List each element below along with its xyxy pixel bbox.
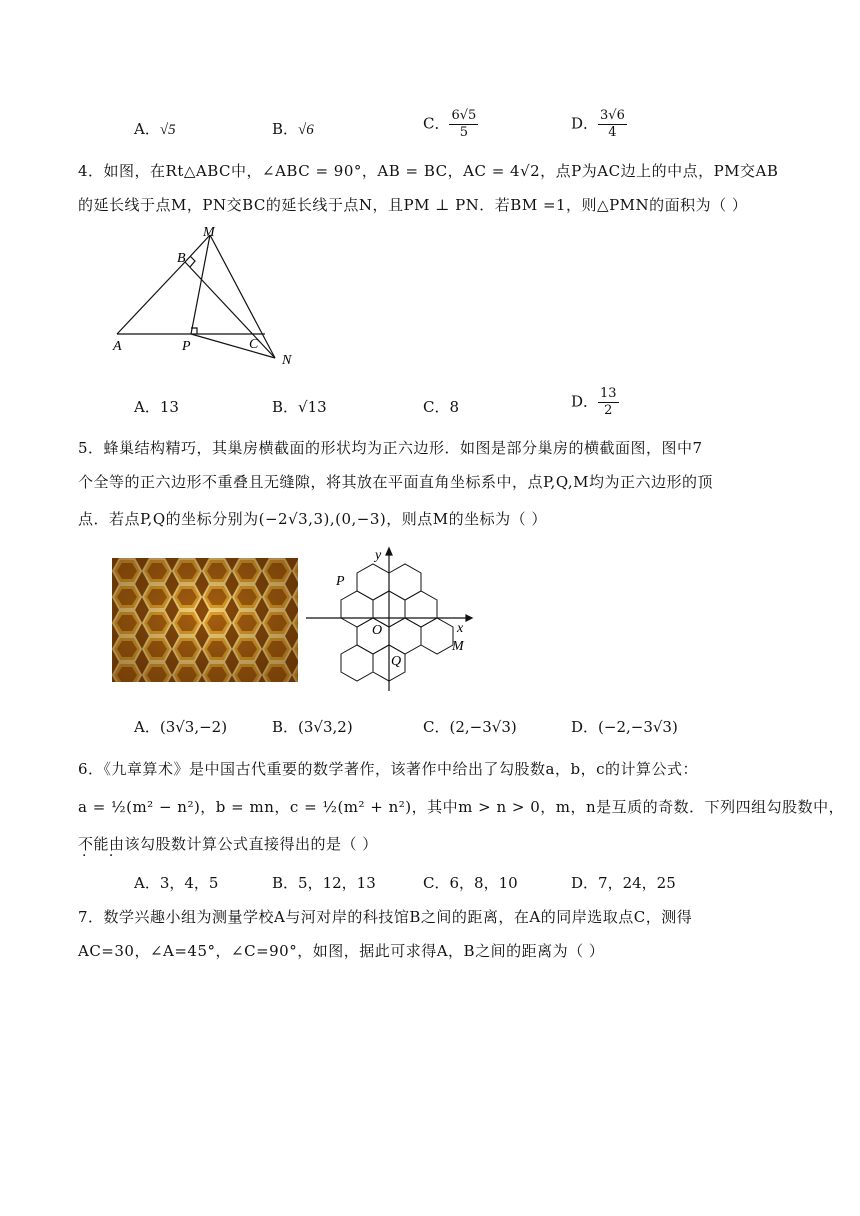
label-c: C	[249, 337, 259, 352]
q3-option-a	[134, 118, 176, 139]
segment-pn	[191, 334, 275, 358]
q4-option-c	[423, 396, 459, 417]
q5-hexagon-figure	[304, 546, 476, 694]
label-p: P	[182, 339, 191, 354]
q6-option-a	[134, 872, 218, 893]
fraction-denominator: 2	[604, 403, 613, 418]
q4-option-a	[134, 396, 179, 417]
q4-text-line-2: 的延长线于点M，PN交BC的延长线于点N，且PM ⊥ PN．若BM =1，则△PMN的面积为（ ）	[78, 196, 748, 214]
option-label: D．	[571, 874, 599, 892]
option-value: √6	[298, 122, 314, 138]
fraction	[598, 386, 619, 419]
label-a: A	[113, 339, 122, 354]
q4-option-d	[571, 386, 619, 419]
option-value: 3，4，5	[159, 874, 219, 892]
q5-option-d	[571, 716, 678, 737]
option-label: A．	[134, 120, 160, 138]
option-value: (3√3,2)	[298, 718, 353, 736]
option-label: D．	[571, 718, 599, 736]
q6-option-c	[423, 872, 518, 893]
q4-triangle-figure	[105, 222, 305, 372]
option-label: A．	[134, 718, 160, 736]
right-angle-mark-b	[190, 256, 195, 267]
option-value: 5，12，13	[298, 874, 376, 892]
emphasized-text: 不能	[78, 835, 110, 853]
fraction-denominator: 5	[459, 125, 469, 140]
fraction	[598, 108, 627, 141]
fraction	[449, 108, 478, 141]
emphasis-dots: · ·	[82, 848, 123, 864]
option-value: 13	[159, 398, 179, 416]
option-label: C．	[423, 398, 450, 416]
q6-text-line-1: 6．《九章算术》是中国古代重要的数学著作，该著作中给出了勾股数a，b，c的计算公式：	[78, 760, 698, 778]
axis-label-y: y	[375, 548, 382, 563]
option-label: D．	[571, 392, 599, 411]
axis-label-x: x	[457, 621, 464, 636]
q6-text-line-2: a = ½(m² − n²)，b = mn，c = ½(m² + n²)，其中m > n > 0，m，n是互质的奇数．下列四组勾股数中，	[78, 798, 845, 816]
q3-option-d	[571, 108, 627, 141]
option-value: (−2,−3√3)	[598, 718, 678, 736]
fraction-numerator: 13	[600, 386, 617, 401]
segment-mn	[210, 235, 275, 358]
segment-pm	[191, 235, 210, 334]
segment-bn	[185, 262, 275, 358]
option-label: B．	[272, 718, 299, 736]
option-value: 8	[449, 398, 460, 416]
q4-text-line-1: 4．如图，在Rt△ABC中，∠ABC = 90°，AB = BC，AC = 4√2，点P为AC边上的中点，PM交AB	[78, 162, 779, 180]
coordinate-axes	[306, 548, 472, 691]
option-label: C．	[423, 874, 450, 892]
label-q: Q	[391, 654, 402, 669]
fraction-numerator: 3√6	[600, 108, 625, 123]
honeycomb-photo	[112, 558, 298, 682]
option-value: (2,−3√3)	[449, 718, 517, 736]
option-value: √5	[159, 122, 176, 138]
label-o: O	[372, 623, 383, 638]
q5-text-line-3: 点．若点P,Q的坐标分别为(−2√3,3),(0,−3)，则点M的坐标为（ ）	[78, 510, 547, 528]
q5-text-line-2: 个全等的正六边形不重叠且无缝隙，将其放在平面直角坐标系中，点P,Q,M均为正六边形的顶	[78, 473, 714, 491]
option-value: √13	[298, 398, 327, 416]
q4-option-b	[272, 396, 327, 417]
label-n: N	[282, 353, 292, 368]
label-m: M	[452, 639, 464, 654]
q5-option-a	[134, 716, 227, 737]
option-label: D．	[571, 114, 599, 133]
option-value: (3√3,−2)	[159, 718, 228, 736]
option-label: B．	[272, 398, 299, 416]
option-value: 7，24，25	[598, 874, 676, 892]
q5-text-line-1: 5．蜂巢结构精巧，其巢房横截面的形状均为正六边形．如图是部分巢房的横截面图，图中7	[78, 439, 703, 457]
q6-option-b	[272, 872, 376, 893]
fraction-denominator: 4	[608, 125, 617, 140]
label-b: B	[177, 251, 186, 266]
q3-option-c	[423, 108, 478, 141]
q6-option-d	[571, 872, 676, 893]
q5-option-b	[272, 716, 353, 737]
option-value: 6，8，10	[449, 874, 518, 892]
fraction-numerator: 6√5	[451, 108, 477, 123]
q6-text-line-3	[78, 833, 378, 854]
option-label: B．	[272, 120, 299, 138]
q6-line-3-rest: 由该勾股数计算公式直接得出的是（ ）	[109, 835, 378, 853]
q5-option-c	[423, 716, 517, 737]
label-p: P	[336, 574, 345, 589]
q7-text-line-1: 7．数学兴趣小组为测量学校A与河对岸的科技馆B之间的距离，在A的同岸选取点C，测得	[78, 908, 693, 926]
option-label: C．	[423, 114, 450, 133]
q7-text-line-2: AC=30，∠A=45°，∠C=90°，如图，据此可求得A，B之间的距离为（ ）	[78, 942, 605, 960]
option-label: A．	[134, 874, 160, 892]
label-m: M	[203, 225, 215, 240]
q3-option-b	[272, 118, 314, 139]
option-label: B．	[272, 874, 299, 892]
segment-ab	[117, 262, 185, 334]
option-label: A．	[134, 398, 160, 416]
option-label: C．	[423, 718, 450, 736]
